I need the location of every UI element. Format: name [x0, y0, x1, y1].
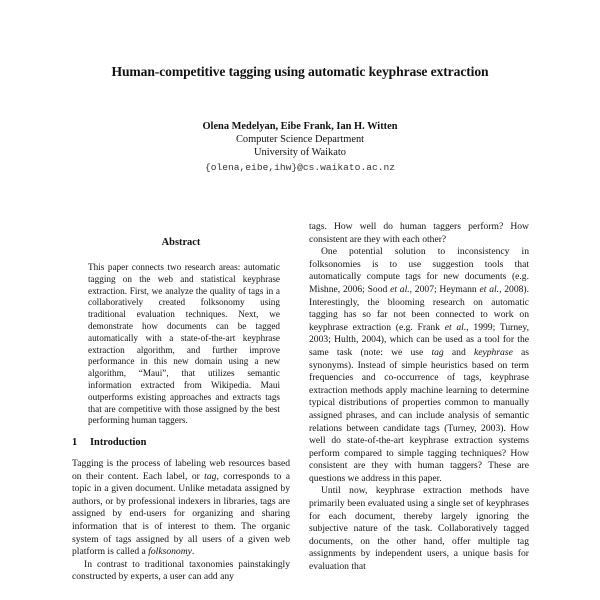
text-run: et al. — [479, 283, 500, 295]
author-block — [0, 120, 600, 174]
intro-paragraph-2: In contrast to traditional taxonomies painstakingly constructed by experts, a user can add any — [72, 558, 290, 583]
university: University of Waikato — [254, 147, 346, 158]
text-run: tag — [204, 470, 217, 482]
text-run: folksonomy — [148, 546, 192, 558]
right-paragraph-0: tags. How well do human taggers perform? How consistent are they with each other? — [309, 221, 529, 245]
text-run: . — [191, 546, 195, 558]
department: Computer Science Department — [235, 134, 365, 145]
section-title: Introduction — [90, 437, 147, 448]
abstract-heading: Abstract — [161, 237, 201, 248]
author-names: Olena Medelyan, Eibe Frank, Ian H. Witten — [202, 121, 398, 132]
intro-paragraph-1 — [72, 458, 290, 559]
section-number: 1 — [72, 437, 78, 448]
text-run: , 1999; Turney, 2003; Hulth, 2004), which can be used as a tool for the same task (note: we use — [309, 321, 529, 358]
right-column — [309, 221, 529, 574]
text-run: et al. — [444, 321, 467, 333]
right-paragraph-1 — [309, 246, 529, 485]
text-run: and — [443, 346, 474, 358]
paper-title: Human-competitive tagging using automatic keyphrase extraction — [111, 64, 489, 79]
intro-column — [72, 458, 290, 584]
author-email: {olena,eibe,ihw}@cs.waikato.ac.nz — [205, 162, 395, 173]
text-run: keyphrase — [473, 346, 513, 358]
text-run: , 2008). Interestingly, the blooming research on automatic tagging has so far not been connected to work on keyphrase extraction (e.g. Frank — [309, 283, 530, 333]
text-run: et al. — [390, 283, 410, 295]
section-heading — [72, 437, 146, 448]
text-run: , corresponds to a topic in a given document. Unlike metadata assigned by authors, or by professional indexers in libraries, tags are assigned by end-users for organizing and sharing information that is of interest to them. The organic system of tags assigned by all users of a given web platform is called a — [72, 470, 290, 558]
text-run: tag — [431, 346, 444, 358]
text-run: as synonyms). Instead of simple heuristics based on term frequencies and co-occurrence of tags, keyphrase extraction methods apply machine learning to determine typical distributions of properties common to manually assigned phrases, and can include analysis of semantic relations between candidate tags (Turney, 2003). How well do state-of-the-art keyphrase extraction systems perform compared to simple tagging techniques? How consistent are they with human taggers? These are questions we address in this paper. — [309, 346, 530, 484]
right-paragraph-2: Until now, keyphrase extraction methods have primarily been evaluated using a single set of keyphrases for each document, thereby largely ignoring the subjective nature of the task. Collaboratively tagged documents, on the other hand, offer multiple tag assignments by independent users, a unique basis for evaluation that — [309, 485, 529, 573]
text-run: Tagging is the process of labeling web resources based on their content. Each label, or — [72, 458, 290, 482]
text-run: , 2007; Heymann — [409, 283, 480, 295]
text-run: One potential solution to inconsistency in folksonomies is to use suggestion tools that automatically compute tags for new documents (e.g. Mishne, 2006; Sood — [309, 246, 529, 295]
abstract-text: This paper connects two research areas: automatic tagging on the web and statistical keyphrase extraction. First, we analyze the quality of tags in a collaboratively created folksonomy using traditional evaluation techniques. Next, we demonstrate how documents can be tagged automatically with a state-of-the-art keyphrase extraction algorithm, and further improve performance in this new domain using a new algorithm, “Maui”, that utilizes semantic information extracted from Wikipedia. Maui outperforms existing approaches and extracts tags that are competitive with those assigned by the best performing human taggers. — [88, 262, 280, 426]
